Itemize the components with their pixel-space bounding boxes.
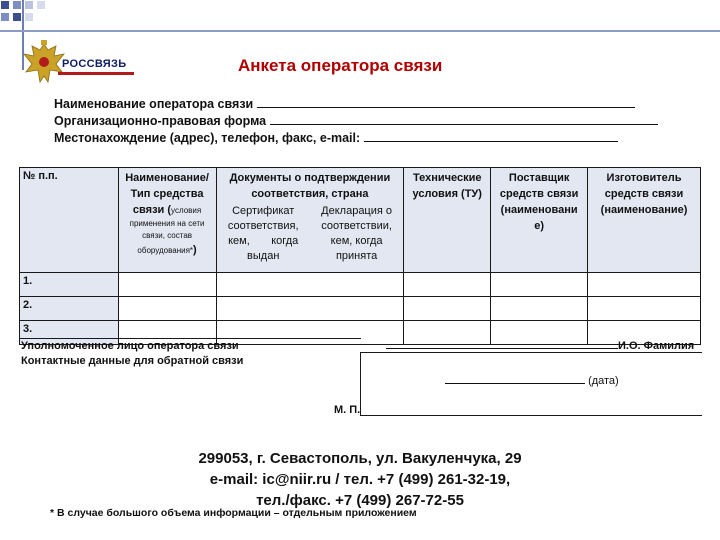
header-supplier-line: (наименовани <box>500 204 578 216</box>
operator-fields <box>54 96 658 147</box>
stamp-label: М. П. <box>334 404 361 416</box>
table-row <box>20 297 701 321</box>
header-number: № п.п. <box>20 168 119 273</box>
table-cell[interactable] <box>404 297 491 321</box>
date-field[interactable] <box>445 374 585 384</box>
header-manufacturer <box>588 168 701 273</box>
header-maker-line: средств связи <box>604 188 684 200</box>
date-label: (дата) <box>588 375 619 387</box>
address-line: тел./факс. +7 (499) 267-72-55 <box>256 492 464 509</box>
equipment-table <box>19 167 701 345</box>
certificate-line: соответствия, <box>227 220 299 232</box>
operator-name-row <box>54 96 658 113</box>
responsible-name-row <box>386 339 694 352</box>
signature-field[interactable] <box>386 339 618 349</box>
address-line: e-mail: ic@niir.ru / тел. +7 (499) 261-32-19, <box>209 471 511 488</box>
legal-form-label: Организационно-правовая форма <box>54 114 267 128</box>
header-name-part: условия <box>171 206 202 215</box>
row-number: 3. <box>20 321 119 345</box>
table-cell[interactable] <box>491 273 588 297</box>
table-cell[interactable] <box>216 297 404 321</box>
table-cell[interactable] <box>118 273 216 297</box>
operator-name-field[interactable] <box>257 97 635 108</box>
date-row <box>445 374 619 387</box>
table-cell[interactable] <box>404 273 491 297</box>
documents-subgrid <box>217 204 404 264</box>
header-name-part: ) <box>193 244 197 256</box>
table-cell[interactable] <box>216 273 404 297</box>
declaration-line: кем, когда <box>330 235 383 247</box>
header-equipment-name <box>118 168 216 273</box>
certificate-column <box>217 204 310 264</box>
declaration-column <box>310 204 403 264</box>
brand-name: РОССВЯЗЬ <box>62 58 127 70</box>
table-cell[interactable] <box>588 273 701 297</box>
header-docs-line: Документы о подтверждении <box>229 172 391 184</box>
legal-form-row <box>54 113 658 130</box>
header-technical-conditions <box>404 168 491 273</box>
header-name-line: Наименование/ <box>125 172 209 184</box>
header-supplier-line: Поставщик <box>508 172 570 184</box>
page-title: Анкета оператора связи <box>238 56 443 75</box>
header-name-line <box>119 242 216 258</box>
responsible-labels <box>19 338 361 369</box>
footnote: * В случае большого объема информации – отдельным приложением <box>50 507 417 519</box>
operator-name-label: Наименование оператора связи <box>54 97 254 111</box>
declaration-line: соответствии, <box>321 220 392 232</box>
table-cell[interactable] <box>491 297 588 321</box>
header-name-part: оборудования* <box>137 246 194 255</box>
header-maker-line: Изготовитель <box>606 172 682 184</box>
header-tech-line: Технические <box>412 172 482 184</box>
header-documents <box>216 168 404 273</box>
table-header-row <box>20 168 701 273</box>
header-name-line: применения на сети <box>129 219 205 228</box>
header-maker-line: (наименование) <box>600 204 688 216</box>
row-number: 1. <box>20 273 119 297</box>
location-label: Местонахождение (адрес), телефон, факс, e-mail: <box>54 131 361 145</box>
responsible-name: И.О. Фамилия <box>618 340 695 352</box>
header-supplier-line: средств связи <box>499 188 579 200</box>
decorative-squares <box>0 0 720 42</box>
table-row <box>20 273 701 297</box>
location-field[interactable] <box>364 131 618 142</box>
declaration-line: принята <box>335 250 378 262</box>
table-cell[interactable] <box>588 297 701 321</box>
row-number: 2. <box>20 297 119 321</box>
responsible-person-label: Уполномоченное лицо оператора связи <box>21 340 239 352</box>
header-name-line: связи, состав <box>142 231 193 240</box>
address-line: 299053, г. Севастополь, ул. Вакуленчука, 29 <box>198 450 522 467</box>
legal-form-field[interactable] <box>270 114 658 125</box>
header-docs-line: соответствия, страна <box>251 188 369 200</box>
header-name-line <box>119 202 216 218</box>
contact-address <box>0 448 720 511</box>
brand-underline <box>58 72 134 75</box>
table-cell[interactable] <box>118 297 216 321</box>
header-name-part: связи ( <box>132 204 172 216</box>
location-row <box>54 130 658 147</box>
certificate-line: кем, когда <box>228 235 299 247</box>
declaration-line: Декларация о <box>321 205 393 217</box>
header-tech-line: условия (ТУ) <box>412 188 482 200</box>
header-supplier <box>491 168 588 273</box>
decorative-horizontal-line <box>0 30 720 32</box>
contact-details-label: Контактные данные для обратной связи <box>21 355 244 367</box>
certificate-line: Сертификат <box>232 205 295 217</box>
header-name-line: Тип средства <box>130 188 204 200</box>
header-supplier-line: е) <box>534 220 545 232</box>
certificate-line: выдан <box>247 250 280 262</box>
